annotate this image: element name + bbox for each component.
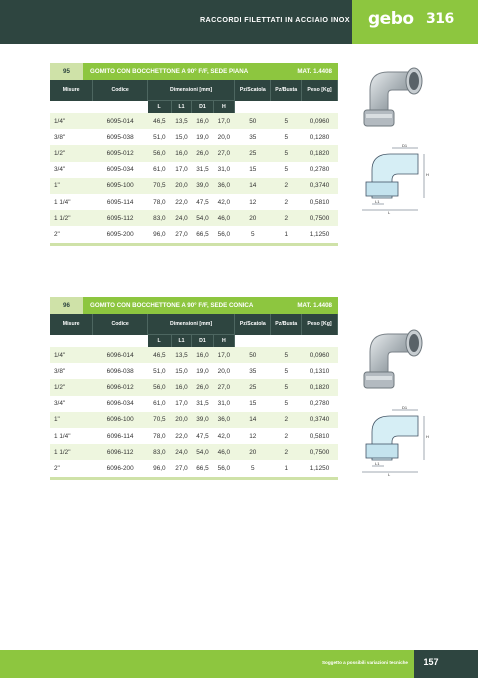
table-row xyxy=(50,396,338,412)
table-cell: 27,0 xyxy=(171,226,191,242)
table-cell: 0,1820 xyxy=(301,145,337,161)
table-cell: 12 xyxy=(235,428,271,444)
col-H: H xyxy=(213,101,234,114)
table-cell: 50 xyxy=(235,113,271,129)
blank-cell xyxy=(301,335,337,348)
table-cell: 27,0 xyxy=(171,460,191,476)
col-scatola: Pz/Scatola xyxy=(235,80,271,101)
col-busta: Pz/Busta xyxy=(271,314,302,335)
table-cell: 26,0 xyxy=(192,145,213,161)
table-cell: 6095-100 xyxy=(93,178,148,194)
blank-cell xyxy=(93,335,148,348)
table-cell: 16,0 xyxy=(192,347,213,363)
table-cell: 2 xyxy=(271,178,302,194)
table-cell: 6095-034 xyxy=(93,162,148,178)
table-row xyxy=(50,178,338,194)
table-cell: 6096-114 xyxy=(93,428,148,444)
table-cell: 3/8" xyxy=(50,363,93,379)
table-cell: 20 xyxy=(235,444,271,460)
table-row xyxy=(50,226,338,242)
logo-suffix: 316 xyxy=(426,11,454,27)
col-misure: Misure xyxy=(50,314,93,335)
table-cell: 83,0 xyxy=(148,444,172,460)
table-cell: 1 xyxy=(271,460,302,476)
table-cell: 5 xyxy=(271,145,302,161)
table-cell: 46,5 xyxy=(148,347,172,363)
table-cell: 27,0 xyxy=(213,145,234,161)
table-cell: 5 xyxy=(271,347,302,363)
col-L1: L1 xyxy=(171,101,191,114)
table-cell: 1/2" xyxy=(50,379,93,395)
table-cell: 14 xyxy=(235,178,271,194)
table-cell: 5 xyxy=(235,226,271,242)
table-cell: 1/2" xyxy=(50,145,93,161)
table-cell: 5 xyxy=(271,162,302,178)
table-cell: 26,0 xyxy=(192,379,213,395)
table-cell: 2" xyxy=(50,460,93,476)
table-cell: 6095-014 xyxy=(93,113,148,129)
col-dimensioni: Dimensioni [mm] xyxy=(148,80,235,101)
table-cell: 42,0 xyxy=(213,428,234,444)
table-cell: 56,0 xyxy=(148,379,172,395)
table-cell: 0,7500 xyxy=(301,210,337,226)
blank-cell xyxy=(271,335,302,348)
table-row xyxy=(50,363,338,379)
table-cell: 20,0 xyxy=(213,363,234,379)
table-cell: 51,0 xyxy=(148,363,172,379)
table-cell: 2 xyxy=(271,194,302,210)
table-cell: 12 xyxy=(235,194,271,210)
table-cell: 17,0 xyxy=(171,162,191,178)
table-cell: 5 xyxy=(271,113,302,129)
table-cell: 6096-012 xyxy=(93,379,148,395)
table-cell: 96,0 xyxy=(148,226,172,242)
table-cell: 2 xyxy=(271,412,302,428)
table-cell: 15,0 xyxy=(171,129,191,145)
col-peso: Peso [Kg] xyxy=(301,80,337,101)
table-cell: 3/4" xyxy=(50,162,93,178)
col-H: H xyxy=(213,335,234,348)
table-cell: 56,0 xyxy=(213,460,234,476)
table-row xyxy=(50,460,338,476)
table-cell: 78,0 xyxy=(148,194,172,210)
table-cell: 27,0 xyxy=(213,379,234,395)
col-D1: D1 xyxy=(192,335,213,348)
label-L: L xyxy=(388,472,391,476)
table-cell: 1,1250 xyxy=(301,460,337,476)
label-D1: D1 xyxy=(402,405,408,410)
table-cell: 2 xyxy=(271,444,302,460)
table-body xyxy=(50,347,338,477)
table-row xyxy=(50,444,338,460)
table-cell: 6096-014 xyxy=(93,347,148,363)
table-cell: 0,5810 xyxy=(301,428,337,444)
technical-drawing xyxy=(352,142,434,214)
table-cell: 56,0 xyxy=(213,226,234,242)
table-row xyxy=(50,210,338,226)
table-cell: 46,0 xyxy=(213,444,234,460)
table-cell: 36,0 xyxy=(213,412,234,428)
section-material: MAT. 1.4408 xyxy=(297,302,332,309)
table-cell: 15 xyxy=(235,162,271,178)
col-peso: Peso [Kg] xyxy=(301,314,337,335)
table-cell: 1" xyxy=(50,412,93,428)
table-cell: 6095-200 xyxy=(93,226,148,242)
spec-table xyxy=(50,80,338,246)
table-cell: 50 xyxy=(235,347,271,363)
blank-cell xyxy=(301,101,337,114)
table-cell: 0,1310 xyxy=(301,363,337,379)
table-cell: 56,0 xyxy=(148,145,172,161)
table-cell: 39,0 xyxy=(192,412,213,428)
table-cell: 16,0 xyxy=(171,379,191,395)
table-cell: 46,5 xyxy=(148,113,172,129)
table-cell: 5 xyxy=(271,363,302,379)
label-H: H xyxy=(426,434,429,439)
table-cell: 17,0 xyxy=(171,396,191,412)
section-title: GOMITO CON BOCCHETTONE A 90° F/F, SEDE CONICA xyxy=(90,302,254,309)
table-cell: 1 1/2" xyxy=(50,444,93,460)
table-cell: 0,7500 xyxy=(301,444,337,460)
table-cell: 5 xyxy=(271,396,302,412)
table-cell: 6096-100 xyxy=(93,412,148,428)
table-cell: 66,5 xyxy=(192,460,213,476)
table-cell: 51,0 xyxy=(148,129,172,145)
table-row xyxy=(50,162,338,178)
table-cell: 1 1/2" xyxy=(50,210,93,226)
table-cell: 19,0 xyxy=(192,363,213,379)
table-cell: 17,0 xyxy=(213,113,234,129)
table-cell: 5 xyxy=(235,460,271,476)
table-cell: 46,0 xyxy=(213,210,234,226)
section-titlebar xyxy=(50,297,338,314)
col-L: L xyxy=(148,101,172,114)
label-D1: D1 xyxy=(402,143,408,148)
table-cell: 3/8" xyxy=(50,129,93,145)
table-cell: 54,0 xyxy=(192,444,213,460)
table-cell: 1" xyxy=(50,178,93,194)
table-cell: 17,0 xyxy=(213,347,234,363)
table-cell: 20,0 xyxy=(171,412,191,428)
table-row xyxy=(50,129,338,145)
col-L1: L1 xyxy=(171,335,191,348)
table-row xyxy=(50,347,338,363)
table-cell: 1 1/4" xyxy=(50,194,93,210)
table-row xyxy=(50,113,338,129)
table-cell: 31,5 xyxy=(192,162,213,178)
table-cell: 5 xyxy=(271,379,302,395)
table-cell: 2 xyxy=(271,210,302,226)
table-cell: 6096-200 xyxy=(93,460,148,476)
table-cell: 35 xyxy=(235,363,271,379)
table-cell: 16,0 xyxy=(192,113,213,129)
table-cell: 1 xyxy=(271,226,302,242)
table-row xyxy=(50,379,338,395)
product-section-95 xyxy=(50,63,338,246)
table-cell: 70,5 xyxy=(148,412,172,428)
table-cell: 39,0 xyxy=(192,178,213,194)
table-cell: 22,0 xyxy=(171,428,191,444)
table-cell: 78,0 xyxy=(148,428,172,444)
table-cell: 2" xyxy=(50,226,93,242)
table-cell: 0,1820 xyxy=(301,379,337,395)
section-material: MAT. 1.4408 xyxy=(297,68,332,75)
logo-text: gebo xyxy=(368,9,414,29)
page-header xyxy=(0,0,478,44)
table-cell: 36,0 xyxy=(213,178,234,194)
table-cell: 1/4" xyxy=(50,347,93,363)
table-cell: 6096-034 xyxy=(93,396,148,412)
blank-cell xyxy=(50,101,93,114)
table-cell: 22,0 xyxy=(171,194,191,210)
table-cell: 6095-112 xyxy=(93,210,148,226)
table-cell: 20 xyxy=(235,210,271,226)
table-cell: 2 xyxy=(271,428,302,444)
label-H: H xyxy=(426,172,429,177)
col-busta: Pz/Busta xyxy=(271,80,302,101)
table-cell: 0,0960 xyxy=(301,113,337,129)
elbow-fitting-photo xyxy=(352,56,428,132)
table-row xyxy=(50,428,338,444)
table-row xyxy=(50,145,338,161)
col-misure: Misure xyxy=(50,80,93,101)
table-footer-strip xyxy=(50,243,338,246)
technical-drawing xyxy=(352,404,434,476)
table-cell: 6095-114 xyxy=(93,194,148,210)
table-cell: 15,0 xyxy=(171,363,191,379)
table-cell: 42,0 xyxy=(213,194,234,210)
blank-cell xyxy=(93,101,148,114)
table-cell: 24,0 xyxy=(171,210,191,226)
table-cell: 0,3740 xyxy=(301,178,337,194)
col-codice: Codice xyxy=(93,314,148,335)
spec-table xyxy=(50,314,338,480)
col-codice: Codice xyxy=(93,80,148,101)
table-cell: 47,5 xyxy=(192,194,213,210)
table-cell: 6095-012 xyxy=(93,145,148,161)
table-footer-strip xyxy=(50,477,338,480)
table-cell: 0,1280 xyxy=(301,129,337,145)
table-cell: 0,2780 xyxy=(301,396,337,412)
blank-cell xyxy=(235,335,271,348)
table-cell: 31,5 xyxy=(192,396,213,412)
col-dimensioni: Dimensioni [mm] xyxy=(148,314,235,335)
table-cell: 0,5810 xyxy=(301,194,337,210)
table-cell: 47,5 xyxy=(192,428,213,444)
table-cell: 96,0 xyxy=(148,460,172,476)
col-D1: D1 xyxy=(192,101,213,114)
table-cell: 6096-038 xyxy=(93,363,148,379)
section-number: 95 xyxy=(50,63,83,80)
page-title: RACCORDI FILETTATI IN ACCIAIO INOX xyxy=(199,15,350,24)
section-title: GOMITO CON BOCCHETTONE A 90° F/F, SEDE PIANA xyxy=(90,68,249,75)
table-cell: 20,0 xyxy=(213,129,234,145)
page-number: 157 xyxy=(423,657,439,667)
table-cell: 70,5 xyxy=(148,178,172,194)
table-cell: 1 1/4" xyxy=(50,428,93,444)
table-cell: 61,0 xyxy=(148,162,172,178)
table-cell: 5 xyxy=(271,129,302,145)
table-row xyxy=(50,194,338,210)
blank-cell xyxy=(50,335,93,348)
table-cell: 61,0 xyxy=(148,396,172,412)
table-cell: 3/4" xyxy=(50,396,93,412)
table-cell: 0,2780 xyxy=(301,162,337,178)
table-cell: 15 xyxy=(235,396,271,412)
table-cell: 24,0 xyxy=(171,444,191,460)
table-row xyxy=(50,412,338,428)
table-cell: 1/4" xyxy=(50,113,93,129)
section-number: 96 xyxy=(50,297,83,314)
table-cell: 54,0 xyxy=(192,210,213,226)
table-cell: 25 xyxy=(235,145,271,161)
section-titlebar xyxy=(50,63,338,80)
table-cell: 16,0 xyxy=(171,145,191,161)
label-L: L xyxy=(388,210,391,214)
table-cell: 6096-112 xyxy=(93,444,148,460)
label-L1: L1 xyxy=(375,199,380,204)
elbow-fitting-photo xyxy=(352,318,428,394)
table-cell: 1,1250 xyxy=(301,226,337,242)
blank-cell xyxy=(271,101,302,114)
table-cell: 35 xyxy=(235,129,271,145)
label-L1: L1 xyxy=(375,461,380,466)
table-cell: 31,0 xyxy=(213,162,234,178)
table-body xyxy=(50,113,338,243)
table-cell: 13,5 xyxy=(171,347,191,363)
footer-note: Soggetto a possibili variazioni tecniche xyxy=(321,660,408,665)
col-scatola: Pz/Scatola xyxy=(235,314,271,335)
blank-cell xyxy=(235,101,271,114)
col-L: L xyxy=(148,335,172,348)
product-section-96 xyxy=(50,297,338,480)
table-cell: 13,5 xyxy=(171,113,191,129)
table-cell: 19,0 xyxy=(192,129,213,145)
table-cell: 6095-038 xyxy=(93,129,148,145)
table-cell: 25 xyxy=(235,379,271,395)
table-cell: 0,0960 xyxy=(301,347,337,363)
table-cell: 66,5 xyxy=(192,226,213,242)
table-cell: 0,3740 xyxy=(301,412,337,428)
table-cell: 31,0 xyxy=(213,396,234,412)
table-cell: 83,0 xyxy=(148,210,172,226)
table-cell: 14 xyxy=(235,412,271,428)
table-cell: 20,0 xyxy=(171,178,191,194)
